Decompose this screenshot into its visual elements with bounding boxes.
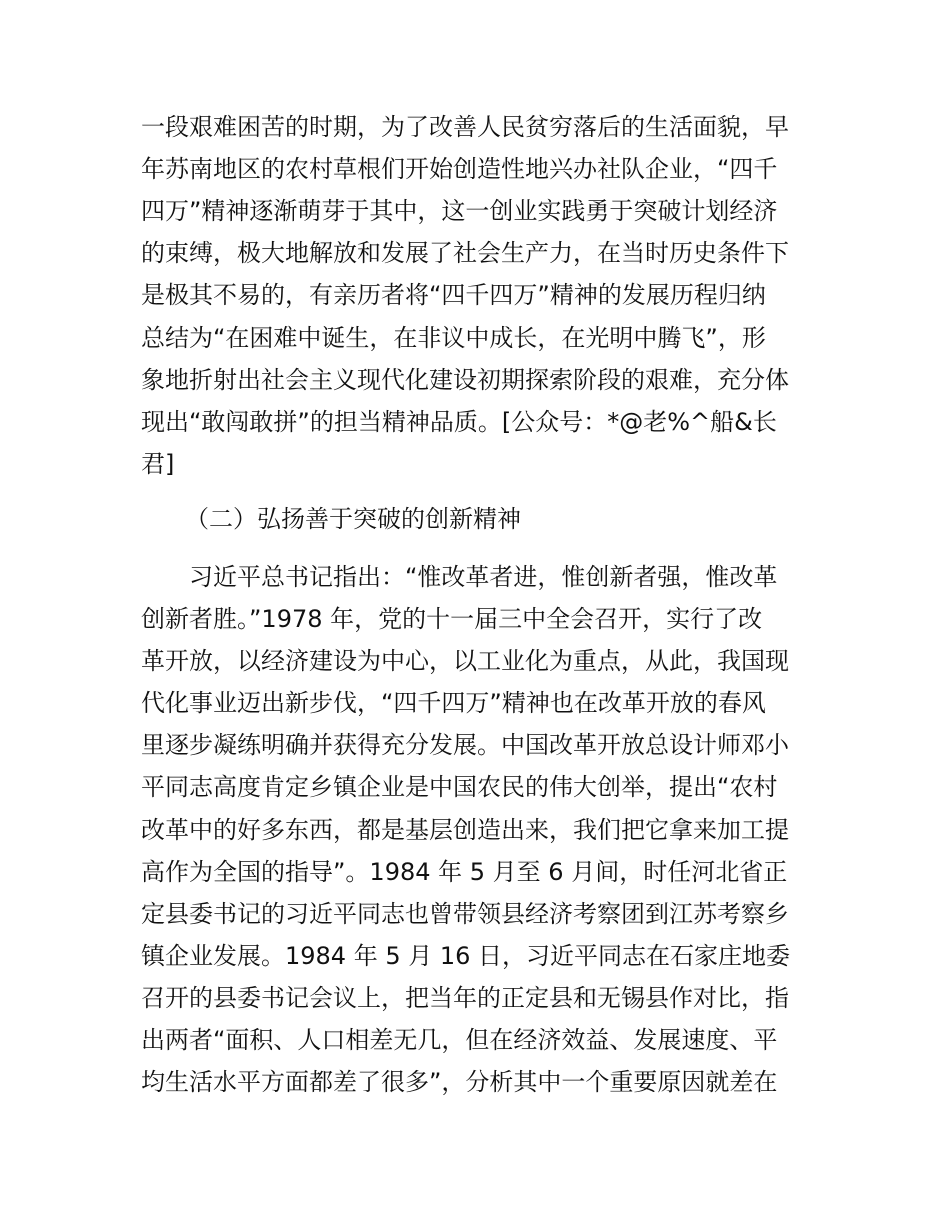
paragraph-1-line-9: 君] [141,450,175,478]
paragraph-2-line-6: 平同志高度肯定乡镇企业是中国农民的伟大创举，提出“农村 [141,773,778,801]
paragraph-2-line-11: 召开的县委书记会议上，把当年的正定县和无锡县作对比，指 [141,984,789,1012]
paragraph-1-line-4: 的束缚，极大地解放和发展了社会生产力，在当时历史条件下 [141,239,789,267]
paragraph-2-line-5: 里逐步凝练明确并获得充分发展。中国改革开放总设计师邓小 [141,731,789,759]
paragraph-2-line-12: 出两者“面积、人口相差无几，但在经济效益、发展速度、平 [141,1026,778,1054]
paragraph-1-line-8: 现出“敢闯敢拼”的担当精神品质。[公众号：*@老%^船&长 [141,408,777,436]
paragraph-2-line-3: 革开放，以经济建设为中心，以工业化为重点，从此，我国现 [141,647,789,675]
paragraph-1-line-5: 是极其不易的，有亲历者将“四千四万”精神的发展历程归纳 [141,281,766,309]
paragraph-2-line-13: 均生活水平方面都差了很多”，分析其中一个重要原因就差在 [141,1068,778,1096]
section-heading: （二）弘扬善于突破的创新精神 [185,505,521,533]
paragraph-1-line-1: 一段艰难困苦的时期，为了改善人民贫穷落后的生活面貌，早 [141,113,789,141]
paragraph-1-line-7: 象地折射出社会主义现代化建设初期探索阶段的艰难，充分体 [141,366,789,394]
paragraph-2-line-4: 代化事业迈出新步伐，“四千四万”精神也在改革开放的春风 [141,689,766,717]
paragraph-2-line-9: 定县委书记的习近平同志也曾带领县经济考察团到江苏考察乡 [141,900,789,928]
paragraph-2-line-1: 习近平总书记指出：“惟改革者进，惟创新者强，惟改革 [189,563,778,591]
paragraph-2-line-8: 高作为全国的指导”。1984 年 5 月至 6 月间，时任河北省正 [141,858,788,886]
paragraph-2-line-7: 改革中的好多东西，都是基层创造出来，我们把它拿来加工提 [141,816,789,844]
paragraph-1-line-6: 总结为“在困难中诞生，在非议中成长，在光明中腾飞”，形 [141,324,766,352]
paragraph-2-line-10: 镇企业发展。1984 年 5 月 16 日，习近平同志在石家庄地委 [141,942,791,970]
paragraph-2-line-2: 创新者胜。”1978 年，党的十一届三中全会召开，实行了改 [141,605,763,633]
paragraph-1-line-2: 年苏南地区的农村草根们开始创造性地兴办社队企业，“四千 [141,155,778,183]
paragraph-1-line-3: 四万”精神逐渐萌芽于其中，这一创业实践勇于突破计划经济 [141,197,778,225]
